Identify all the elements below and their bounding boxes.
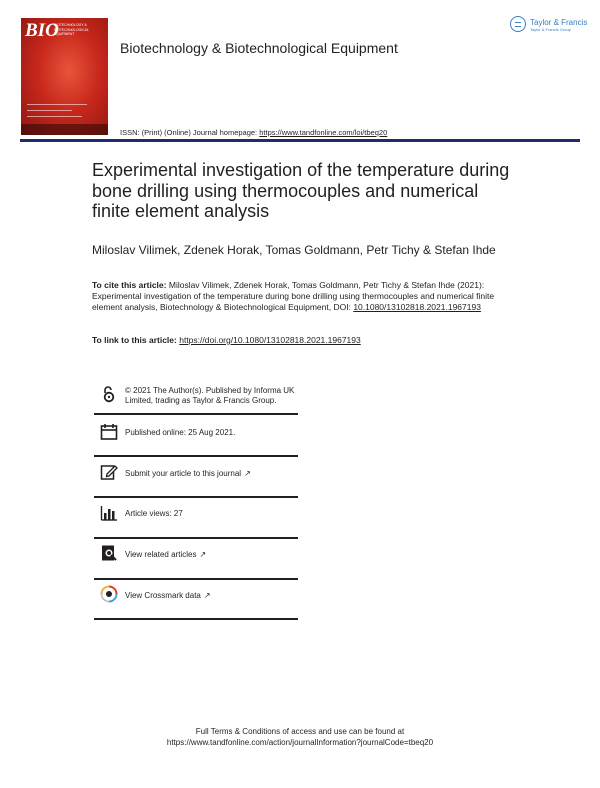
issn-line — [120, 128, 387, 137]
cover-footer-band — [21, 124, 108, 135]
journal-homepage-link[interactable]: https://www.tandfonline.com/loi/tbeq20 — [259, 128, 388, 137]
publisher-tagline: Taylor & Francis Group — [530, 27, 571, 32]
divider — [94, 455, 298, 457]
link-label: To link to this article: — [92, 335, 177, 345]
open-access-icon — [100, 385, 118, 403]
cover-logo: BIO — [25, 20, 59, 41]
article-doi-link[interactable]: https://doi.org/10.1080/13102818.2021.1967193 — [179, 335, 361, 345]
citation-block — [92, 280, 512, 313]
divider — [94, 578, 298, 580]
divider — [94, 413, 298, 415]
article-title: Experimental investigation of the temperature during bone drilling using thermocouples and numerical finite element analysis — [92, 160, 510, 221]
issn-label: ISSN: (Print) (Online) Journal homepage: — [120, 128, 258, 137]
related-articles-icon — [100, 544, 118, 562]
cover-decoration — [27, 116, 82, 117]
published-date: Published online: 25 Aug 2021. — [125, 428, 236, 437]
citation-text: Miloslav Vilimek, Zdenek Horak, Tomas Goldmann, Petr Tichy & Stefan Ihde (2021): Experimental investigation of the temperature during bone drilling using thermocouples and numerical finite element analysis, Biotechnology & Biotechnological Equipment, DOI: — [92, 280, 495, 312]
divider — [94, 496, 298, 498]
footer-terms-text: Full Terms & Conditions of access and use can be found at — [195, 727, 405, 736]
header-rule — [20, 139, 580, 142]
citation-doi-link[interactable]: 10.1080/13102818.2021.1967193 — [353, 302, 481, 312]
crossmark-icon — [100, 585, 118, 603]
footer-terms-url[interactable]: https://www.tandfonline.com/action/journalInformation?journalCode=tbeq20 — [166, 738, 434, 747]
article-link-line — [92, 335, 361, 345]
publisher-name: Taylor & Francis — [530, 18, 588, 27]
article-views: Article views: 27 — [125, 509, 183, 518]
cover-decoration — [27, 104, 87, 105]
publisher-logo[interactable] — [510, 16, 588, 34]
license-text: © 2021 The Author(s). Published by Informa UK Limited, trading as Taylor & Francis Group. — [125, 386, 295, 405]
cover-decoration — [27, 110, 72, 111]
footer — [0, 726, 600, 748]
divider — [94, 618, 298, 620]
cover-subtitle: BIOTECHNOLOGY & BIOTECHNOLOGICAL EQUIPMENT — [54, 23, 89, 37]
edit-icon — [100, 463, 118, 481]
taylor-francis-icon — [510, 16, 526, 32]
crossmark-link[interactable]: View Crossmark data ↗ — [125, 591, 211, 600]
external-link-icon: ↗ — [199, 550, 207, 559]
journal-title: Biotechnology & Biotechnological Equipment — [120, 40, 398, 56]
external-link-icon: ↗ — [203, 591, 211, 600]
calendar-icon — [100, 423, 118, 441]
journal-cover-image — [21, 18, 108, 135]
related-articles-link[interactable]: View related articles ↗ — [125, 550, 207, 559]
article-authors: Miloslav Vilimek, Zdenek Horak, Tomas Goldmann, Petr Tichy & Stefan Ihde — [92, 243, 496, 257]
submit-article-link[interactable]: Submit your article to this journal ↗ — [125, 469, 251, 478]
citation-label: To cite this article: — [92, 280, 167, 290]
bar-chart-icon — [100, 504, 118, 522]
external-link-icon: ↗ — [244, 469, 251, 478]
divider — [94, 537, 298, 539]
